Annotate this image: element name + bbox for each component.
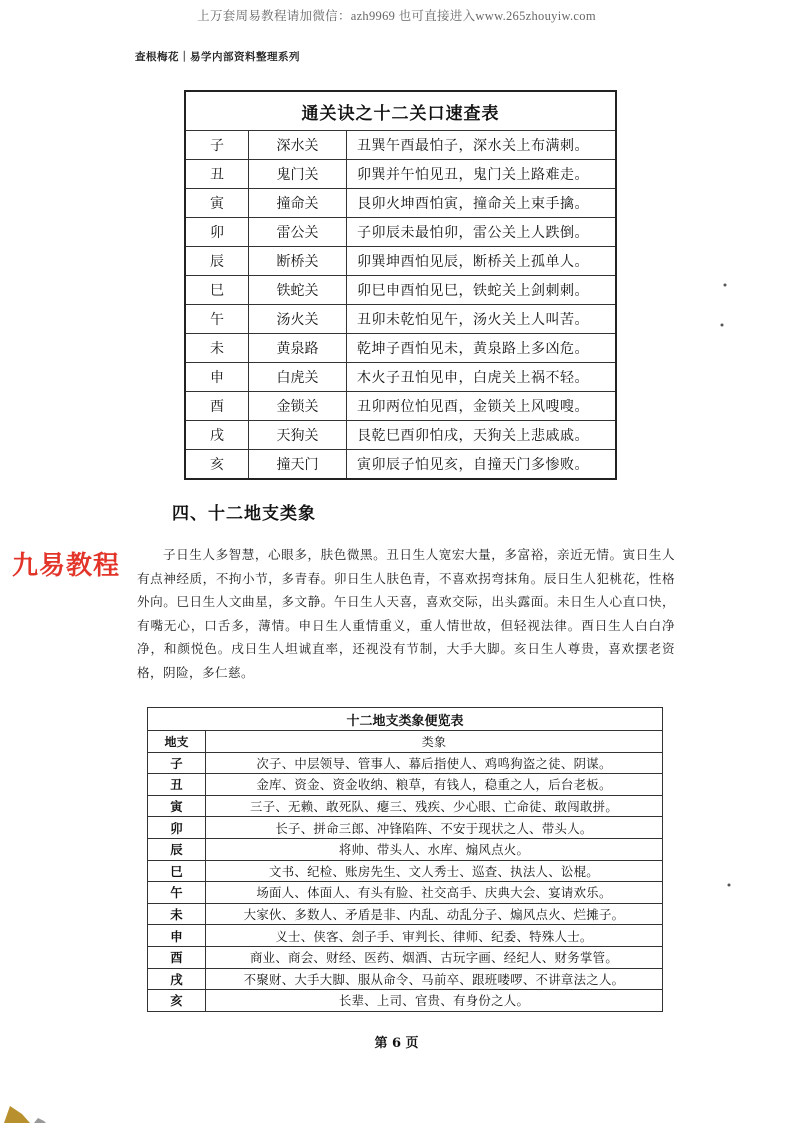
pass-table-row (185, 276, 616, 305)
pass-table (184, 90, 617, 480)
branch-cell: 午 (185, 305, 249, 334)
pass-table-row (185, 189, 616, 218)
branch-table-title: 十二地支类象便览表 (148, 708, 663, 731)
branch-table-row (148, 990, 663, 1012)
image-cell: 义士、侠客、刽子手、审判长、律师、纪委、特殊人士。 (206, 925, 663, 947)
pass-name-cell: 鬼门关 (249, 160, 347, 189)
scan-mark-icon (0, 1100, 60, 1123)
image-header: 类象 (206, 731, 663, 753)
branch-cell: 未 (185, 334, 249, 363)
branch-cell: 申 (185, 363, 249, 392)
branch-cell: 戌 (185, 421, 249, 450)
branch-table-row (148, 882, 663, 904)
body-paragraph: 子日生人多智慧，心眼多，肤色微黑。丑日生人宽宏大量，多富裕，亲近无情。寅日生人有点神经质，不拘小节，多青春。卯日生人肤色青，不喜欢拐弯抹角。辰日生人犯桃花，性格外向。巳日生人文曲星，多文静。午日生人天喜，喜欢交际，出头露面。未日生人心直口快，有嘴无心，口舌多，薄情。申日生人重情重义，重人情世故，但轻视法律。酉日生人白白净净，和颜悦色。戌日生人坦诚直率，还视没有节制，大手大脚。亥日生人尊贵，喜欢摆老资格，阴险，多仁慈。 (137, 547, 675, 680)
branch-table-row (148, 968, 663, 990)
branch-table-row (148, 903, 663, 925)
logo-text: 九易教程 (12, 551, 121, 581)
pass-name-cell: 铁蛇关 (249, 276, 347, 305)
branch-cell: 未 (148, 903, 206, 925)
pass-rule-cell: 卯巽并午怕见丑，鬼门关上路难走。 (347, 160, 617, 189)
pass-rule-cell: 丑卯两位怕见酉，金锁关上风嗖嗖。 (347, 392, 617, 421)
branch-cell: 卯 (148, 817, 206, 839)
pass-rule-cell: 丑卯未乾怕见午，汤火关上人叫苦。 (347, 305, 617, 334)
page-number: 第 6 页 (374, 1036, 419, 1051)
image-cell: 长子、拼命三郎、冲锋陷阵、不安于现状之人、带头人。 (206, 817, 663, 839)
image-cell: 商业、商会、财经、医药、烟酒、古玩字画、经纪人、财务掌管。 (206, 946, 663, 968)
pass-table-row (185, 421, 616, 450)
pass-name-cell: 白虎关 (249, 363, 347, 392)
pass-name-cell: 深水关 (249, 131, 347, 160)
scan-dot-icon (726, 882, 732, 888)
pass-table-row (185, 363, 616, 392)
branch-table-row (148, 925, 663, 947)
branch-cell: 子 (148, 752, 206, 774)
branch-cell: 卯 (185, 218, 249, 247)
pass-name-cell: 黄泉路 (249, 334, 347, 363)
branch-table-row (148, 774, 663, 796)
pass-name-cell: 天狗关 (249, 421, 347, 450)
branch-table-row (148, 860, 663, 882)
scan-dot-icon (719, 322, 725, 328)
pass-rule-cell: 艮乾巳酉卯怕戌，天狗关上悲戚戚。 (347, 421, 617, 450)
branch-cell: 亥 (185, 450, 249, 480)
branch-header: 地支 (148, 731, 206, 753)
pass-rule-cell: 艮卯火坤酉怕寅，撞命关上束手擒。 (347, 189, 617, 218)
pass-rule-cell: 卯巳申酉怕见巳，铁蛇关上剑刺刺。 (347, 276, 617, 305)
pass-name-cell: 撞天门 (249, 450, 347, 480)
branch-table-row (148, 946, 663, 968)
branch-cell: 寅 (148, 795, 206, 817)
branch-cell: 亥 (148, 990, 206, 1012)
pass-table-title: 通关诀之十二关口速查表 (301, 103, 500, 124)
pass-table-row (185, 392, 616, 421)
pass-table-row (185, 218, 616, 247)
image-cell: 场面人、体面人、有头有脸、社交高手、庆典大会、宴请欢乐。 (206, 882, 663, 904)
watermark-text: 上万套周易教程请加微信：azh9969 也可直接进入www.265zhouyiw.com (197, 9, 596, 23)
pass-rule-cell: 木火子丑怕见申，白虎关上祸不轻。 (347, 363, 617, 392)
branch-table-row (148, 838, 663, 860)
pass-name-cell: 断桥关 (249, 247, 347, 276)
branch-cell: 丑 (148, 774, 206, 796)
pass-rule-cell: 乾坤子酉怕见未，黄泉路上多凶危。 (347, 334, 617, 363)
pass-rule-cell: 丑巽午酉最怕子，深水关上布满刺。 (347, 131, 617, 160)
branch-cell: 辰 (185, 247, 249, 276)
image-cell: 文书、纪检、账房先生、文人秀士、巡查、执法人、讼棍。 (206, 860, 663, 882)
branch-image-table (147, 707, 663, 1012)
branch-cell: 申 (148, 925, 206, 947)
branch-cell: 辰 (148, 838, 206, 860)
pass-name-cell: 撞命关 (249, 189, 347, 218)
branch-cell: 酉 (148, 946, 206, 968)
scan-dot-icon (722, 282, 728, 288)
branch-table-row (148, 752, 663, 774)
image-cell: 金库、资金、资金收纳、粮草，有钱人，稳重之人，后台老板。 (206, 774, 663, 796)
pass-name-cell: 金锁关 (249, 392, 347, 421)
image-cell: 三子、无赖、敢死队、瘪三、残疾、少心眼、亡命徒、敢闯敢拼。 (206, 795, 663, 817)
pass-table-row (185, 305, 616, 334)
pass-name-cell: 雷公关 (249, 218, 347, 247)
branch-table-row (148, 795, 663, 817)
branch-cell: 子 (185, 131, 249, 160)
branch-cell: 巳 (148, 860, 206, 882)
image-cell: 长辈、上司、官贵、有身份之人。 (206, 990, 663, 1012)
branch-cell: 丑 (185, 160, 249, 189)
pass-table-row (185, 131, 616, 160)
pass-table-row (185, 450, 616, 480)
branch-cell: 酉 (185, 392, 249, 421)
pass-rule-cell: 子卯辰未最怕卯，雷公关上人跌倒。 (347, 218, 617, 247)
image-cell: 将帅、带头人、水库、煽风点火。 (206, 838, 663, 860)
pass-rule-cell: 寅卯辰子怕见亥，自撞天门多惨败。 (347, 450, 617, 480)
image-cell: 不聚财、大手大脚、服从命令、马前卒、跟班喽啰、不讲章法之人。 (206, 968, 663, 990)
pass-table-row (185, 334, 616, 363)
section-heading: 四、十二地支类象 (172, 504, 316, 524)
image-cell: 大家伙、多数人、矛盾是非、内乱、动乱分子、煽风点火、烂摊子。 (206, 903, 663, 925)
pass-table-row (185, 160, 616, 189)
branch-cell: 巳 (185, 276, 249, 305)
branch-cell: 寅 (185, 189, 249, 218)
branch-cell: 戌 (148, 968, 206, 990)
pass-table-row (185, 247, 616, 276)
branch-table-row (148, 817, 663, 839)
image-cell: 次子、中层领导、管事人、幕后指使人、鸡鸣狗盗之徒、阴谋。 (206, 752, 663, 774)
pass-rule-cell: 卯巽坤酉怕见辰，断桥关上孤单人。 (347, 247, 617, 276)
series-title: 查根梅花｜易学内部资料整理系列 (135, 51, 300, 63)
branch-cell: 午 (148, 882, 206, 904)
pass-name-cell: 汤火关 (249, 305, 347, 334)
